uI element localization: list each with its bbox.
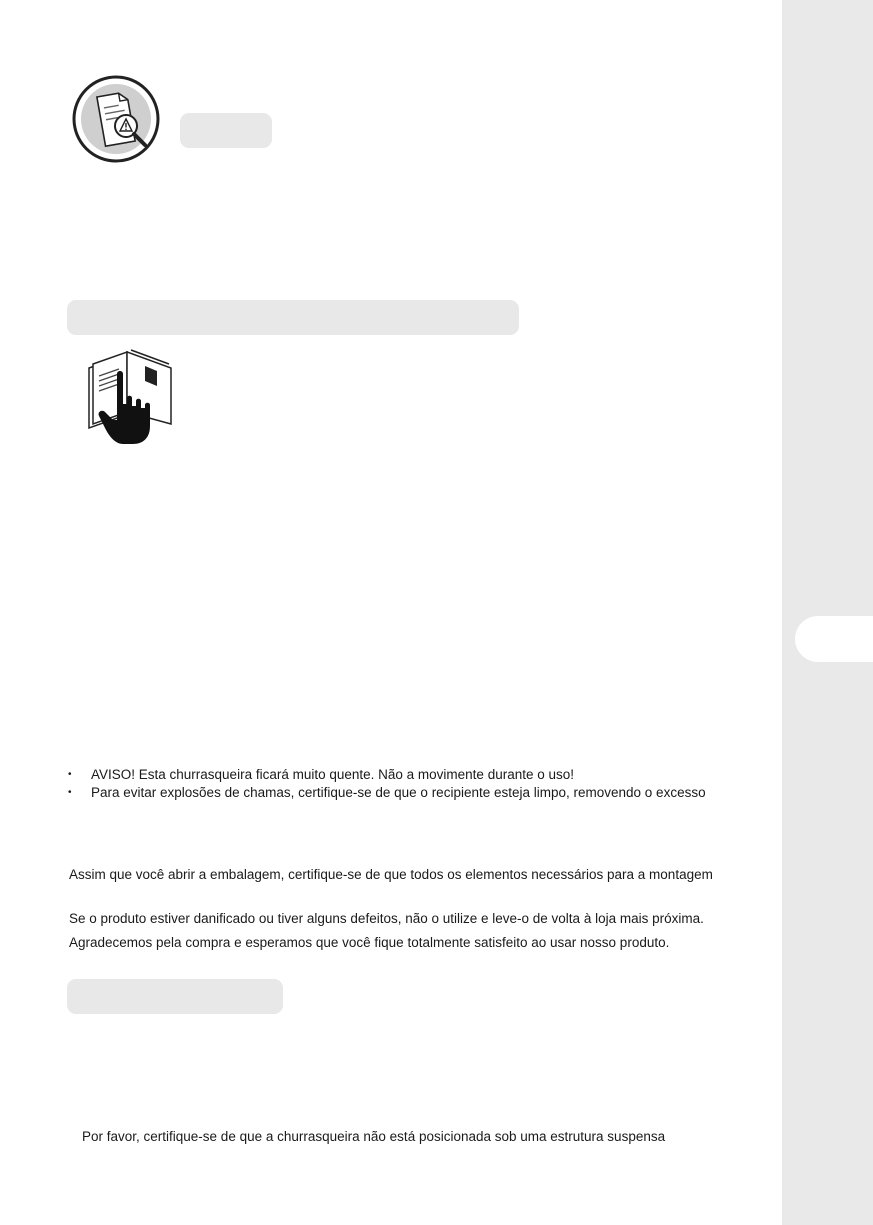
warning-text: Para evitar explosões de chamas, certifique-se de que o recipiente esteja limpo, removendo o excesso (91, 785, 706, 800)
warning-list (64, 766, 706, 802)
heading-placeholder-short (180, 113, 272, 148)
paragraph-unpacking: Assim que você abrir a embalagem, certifique-se de que todos os elementos necessários para a montagem (69, 867, 713, 882)
document-warning-icon (71, 74, 161, 164)
warning-text: AVISO! Esta churrasqueira ficará muito quente. Não a movimente durante o uso! (91, 767, 575, 782)
list-item: • AVISO! Esta churrasqueira ficará muito quente. Não a movimente durante o uso! (68, 767, 575, 782)
section-tab (795, 616, 873, 662)
placement-note: Por favor, certifique-se de que a churrasqueira não está posicionada sob uma estrutura suspensa (82, 1129, 666, 1144)
heading-placeholder-wide (67, 300, 519, 335)
read-manual-icon (83, 346, 175, 448)
heading-placeholder-medium (67, 979, 283, 1014)
list-item: • Para evitar explosões de chamas, certifique-se de que o recipiente esteja limpo, removendo o excesso (68, 785, 706, 800)
paragraph-damaged: Se o produto estiver danificado ou tiver alguns defeitos, não o utilize e leve-o de volta à loja mais próxima. (69, 911, 704, 926)
paragraph-thanks: Agradecemos pela compra e esperamos que você fique totalmente satisfeito ao usar nosso produto. (69, 935, 670, 950)
page-sidebar (782, 0, 873, 1225)
